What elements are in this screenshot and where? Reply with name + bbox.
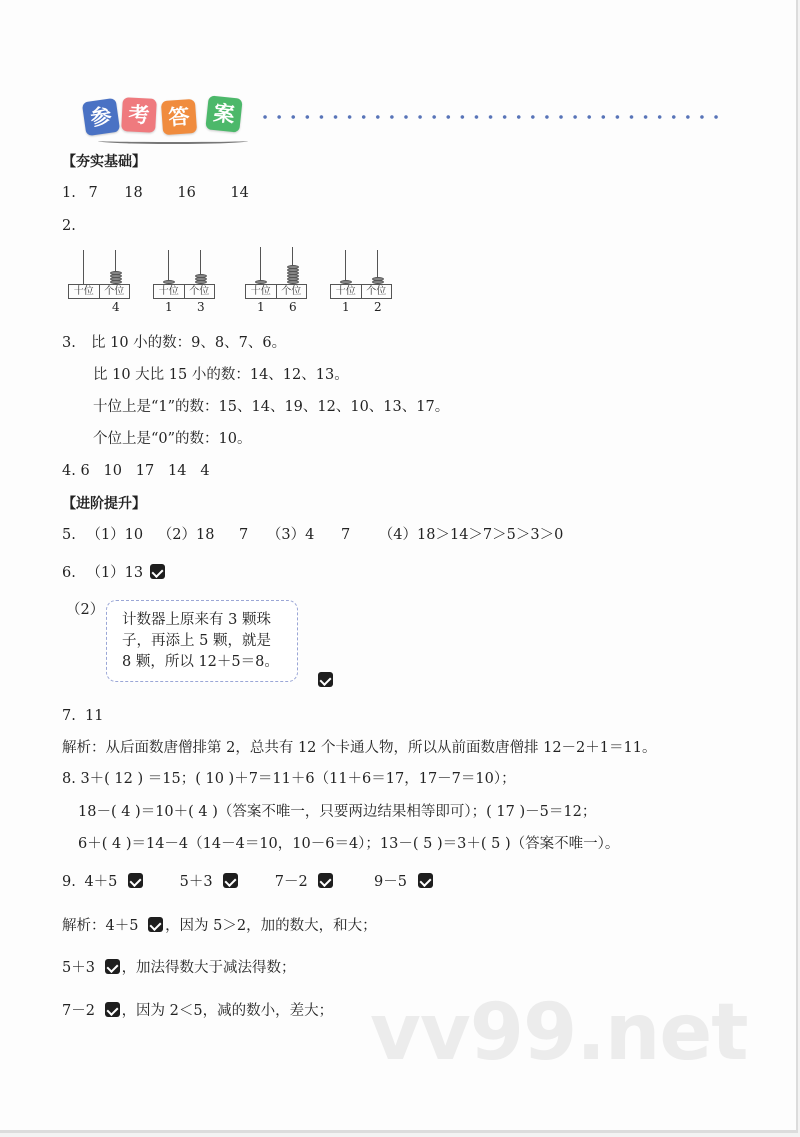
question-3-line-2: 比 10 大比 15 小的数：14、12、13。 xyxy=(93,367,349,383)
checkmark-icon xyxy=(318,672,333,687)
question-3-line-3: 十位上是“1”的数：15、14、19、12、10、13、17。 xyxy=(93,399,450,415)
checkmark-icon xyxy=(105,959,120,974)
section-heading-basic: 【夯实基础】 xyxy=(62,154,146,170)
answer: 7 xyxy=(239,527,249,543)
answer: 7－2 xyxy=(274,874,308,890)
header-tile-3: 答 xyxy=(161,99,197,135)
question-5 xyxy=(62,526,563,544)
answer: （1）10 xyxy=(86,527,144,543)
section-heading-advanced: 【进阶提升】 xyxy=(62,496,146,512)
question-1 xyxy=(62,184,249,202)
question-number: 9. xyxy=(62,874,76,890)
header-dotted-line xyxy=(258,115,723,119)
question-6-part-1 xyxy=(62,564,167,582)
question-9-analysis-1: 解析：4＋5 ，因为 5＞2，加的数大，和大； xyxy=(62,918,377,934)
abacus-ones-value: 4 xyxy=(112,300,120,314)
question-8-line-3: 6＋( 4 )＝14－4（14－4＝10，10－6＝4）；13－( 5 )＝3＋( 5 )（答案不唯一）。 xyxy=(78,836,620,852)
checkmark-icon xyxy=(150,564,165,579)
abacus-tens-value: 1 xyxy=(257,300,265,314)
bubble-line: 8 颗，所以 12＋5＝8。 xyxy=(122,654,279,670)
answer: 16 xyxy=(177,185,196,201)
checkmark-icon xyxy=(223,873,238,888)
answer: 18 xyxy=(124,185,143,201)
question-9-analysis-2: 5＋3 ，加法得数大于减法得数； xyxy=(62,960,296,976)
question-4: 4. 6 10 17 14 4 xyxy=(62,463,210,479)
watermark: vv99.net xyxy=(370,988,748,1078)
question-3-line-4: 个位上是“0”的数：10。 xyxy=(93,431,252,447)
question-8-line-2: 18－( 4 )＝10＋( 4 )（答案不唯一，只要两边结果相等即可）；( 17 )－5＝12； xyxy=(78,804,597,820)
abacus-ones-value: 2 xyxy=(374,300,382,314)
bubble-line: 计数器上原来有 3 颗珠 xyxy=(122,612,271,628)
answer: 14 xyxy=(230,185,249,201)
abacus-ones-value: 6 xyxy=(289,300,297,314)
header-tile-1: 参 xyxy=(82,98,120,136)
question-number: 5. xyxy=(62,527,76,543)
answer: 7 xyxy=(88,185,98,201)
question-number: 1. xyxy=(62,185,76,201)
abacus-tens-value: 1 xyxy=(165,300,173,314)
question-8-line-1: 8. 3＋( 12 ) ＝15；( 10 )＋7＝11＋6（11＋6＝17，17－7＝10）； xyxy=(62,771,516,787)
answer: 7 xyxy=(340,527,351,543)
header-tile-2: 考 xyxy=(121,97,157,133)
answer: （4）18＞14＞7＞5＞3＞0 xyxy=(378,527,564,543)
explanation-bubble xyxy=(106,600,298,682)
checkmark-icon xyxy=(418,873,433,888)
question-3-number: 3. xyxy=(62,335,76,351)
question-number: 6. xyxy=(62,565,76,581)
answer: 9－5 xyxy=(373,874,407,890)
header-tile-4: 案 xyxy=(205,95,242,132)
checkmark-icon xyxy=(105,1002,120,1017)
question-7: 7. 11 xyxy=(62,708,104,724)
question-3-line-1: 比 10 小的数：9、8、7、6。 xyxy=(91,335,287,351)
answer: （3）4 xyxy=(266,527,315,543)
header-underline xyxy=(98,138,248,144)
answer: （1）13 xyxy=(86,565,144,581)
question-6-part-2-label: （2） xyxy=(66,602,105,618)
checkmark-icon xyxy=(128,873,143,888)
abacus-tens-value: 1 xyxy=(342,300,350,314)
checkmark-icon xyxy=(318,873,333,888)
abacus-2: 十位 个位 1 3 xyxy=(153,250,215,320)
bubble-line: 子，再添上 5 颗，就是 xyxy=(122,633,271,649)
question-9-analysis-3: 7－2 ，因为 2＜5，减的数小，差大； xyxy=(62,1003,334,1019)
question-9 xyxy=(62,873,435,891)
checkmark-icon xyxy=(148,917,163,932)
abacus-3: 十位 个位 1 6 xyxy=(245,247,307,317)
answer: 4＋5 xyxy=(84,874,118,890)
abacus-ones-value: 3 xyxy=(197,300,205,314)
question-2-number: 2. xyxy=(62,218,76,234)
question-7-analysis: 解析：从后面数唐僧排第 2，总共有 12 个卡通人物，所以从前面数唐僧排 12－2＋1＝11。 xyxy=(62,740,657,756)
abacus-1: 十位 个位 4 xyxy=(68,250,130,320)
answer: （2）18 xyxy=(157,527,215,543)
answer: 5＋3 xyxy=(179,874,213,890)
abacus-4: 十位 个位 1 2 xyxy=(330,250,392,320)
